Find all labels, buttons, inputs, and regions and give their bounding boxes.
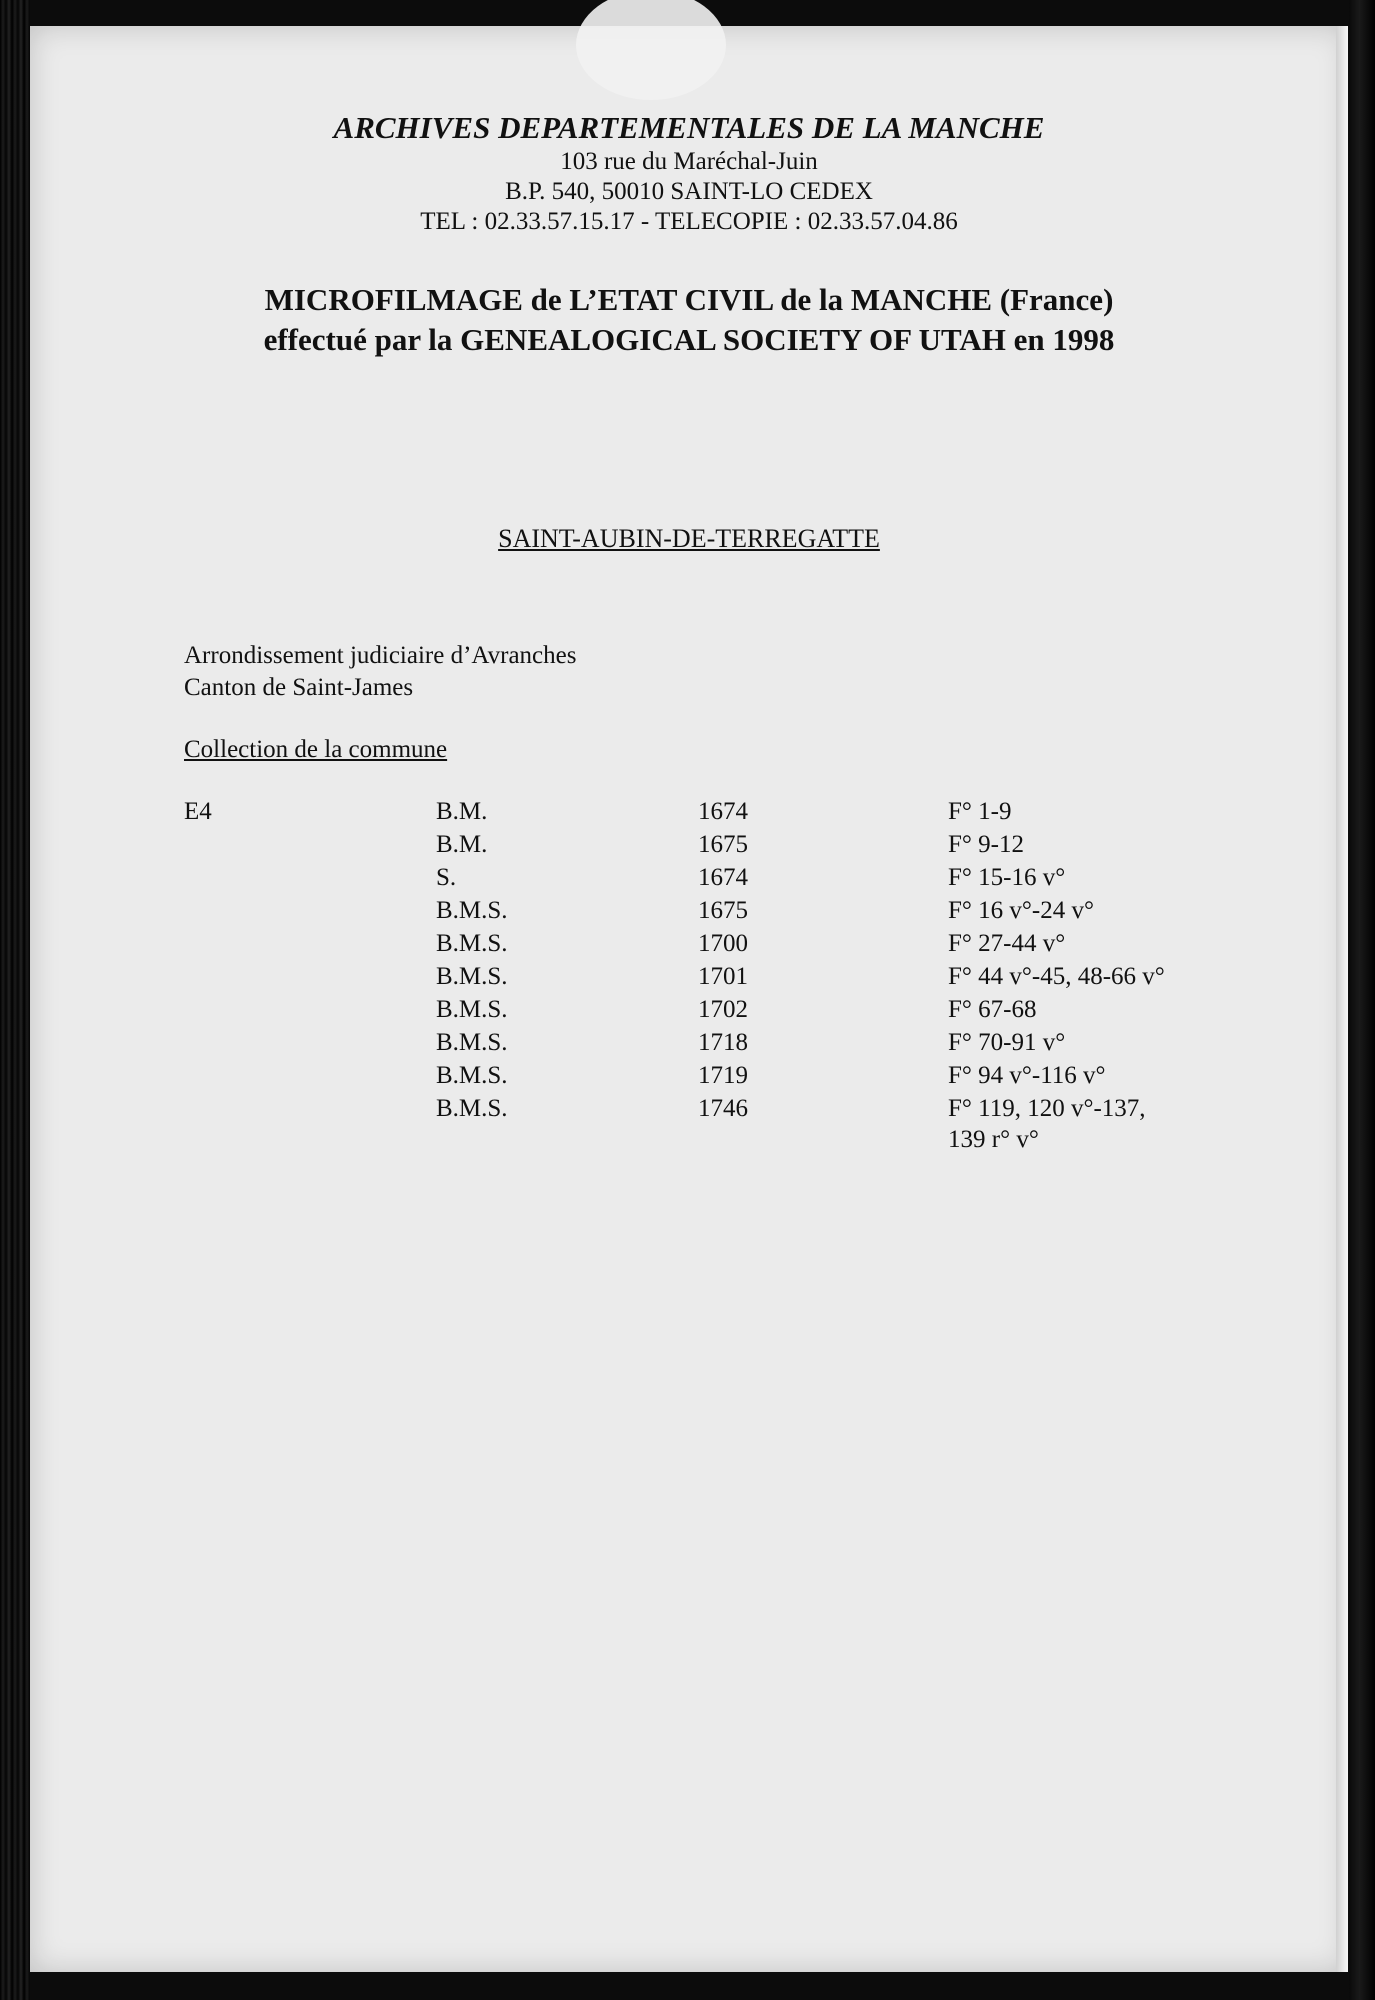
record-type: B.M.S. — [436, 996, 508, 1023]
record-row — [30, 930, 1348, 962]
record-folios: F° 1-9 — [948, 798, 1012, 825]
record-folios: F° 119, 120 v°-137, — [948, 1095, 1146, 1122]
commune-name: SAINT-AUBIN-DE-TERREGATTE — [498, 524, 880, 553]
record-type: B.M.S. — [436, 897, 508, 924]
record-folios: F° 16 v°-24 v° — [948, 897, 1094, 924]
record-row — [30, 963, 1348, 995]
record-year: 1718 — [698, 1029, 748, 1056]
record-type: B.M.S. — [436, 930, 508, 957]
canton: Canton de Saint-James — [184, 674, 414, 701]
record-folios: F° 9-12 — [948, 831, 1024, 858]
record-folios: F° 15-16 v° — [948, 864, 1066, 891]
document-page — [30, 26, 1348, 1972]
tel-line: TEL : 02.33.57.15.17 - TELECOPIE : 02.33.57.04.86 — [420, 208, 958, 235]
record-type: B.M.S. — [436, 1062, 508, 1089]
film-edge-right — [1349, 0, 1375, 2000]
record-year: 1675 — [698, 831, 748, 858]
record-row — [30, 798, 1348, 830]
microfilm-line-2: effectué par la GENEALOGICAL SOCIETY OF UTAH en 1998 — [263, 322, 1115, 357]
folder-tab — [576, 0, 726, 100]
arrondissement: Arrondissement judiciaire d’Avranches — [184, 642, 577, 669]
record-row — [30, 864, 1348, 896]
address-line-2: B.P. 540, 50010 SAINT-LO CEDEX — [505, 178, 873, 205]
film-edge-left — [0, 0, 30, 2000]
record-year: 1700 — [698, 930, 748, 957]
record-folios: F° 44 v°-45, 48-66 v° — [948, 963, 1165, 990]
record-row — [30, 1029, 1348, 1061]
record-row-continuation — [30, 1126, 1348, 1158]
microfilm-line-1: MICROFILMAGE de L’ETAT CIVIL de la MANCHE (France) — [264, 282, 1114, 317]
record-type: S. — [436, 864, 457, 891]
record-year: 1719 — [698, 1062, 748, 1089]
cote-label: E4 — [184, 798, 212, 825]
record-folios: F° 70-91 v° — [948, 1029, 1066, 1056]
record-type: B.M. — [436, 831, 488, 858]
record-folios-continuation: 139 r° v° — [948, 1126, 1039, 1153]
record-type: B.M. — [436, 798, 488, 825]
record-year: 1701 — [698, 963, 748, 990]
record-row — [30, 831, 1348, 863]
record-row — [30, 996, 1348, 1028]
archive-title: ARCHIVES DEPARTEMENTALES DE LA MANCHE — [333, 110, 1045, 145]
address-line-1: 103 rue du Maréchal-Juin — [560, 148, 818, 175]
record-type: B.M.S. — [436, 1029, 508, 1056]
record-year: 1702 — [698, 996, 748, 1023]
record-type: B.M.S. — [436, 963, 508, 990]
record-year: 1746 — [698, 1095, 748, 1122]
record-row — [30, 1062, 1348, 1094]
record-year: 1674 — [698, 798, 748, 825]
record-type: B.M.S. — [436, 1095, 508, 1122]
collection-heading: Collection de la commune — [184, 736, 448, 763]
record-folios: F° 67-68 — [948, 996, 1037, 1023]
record-row — [30, 897, 1348, 929]
record-folios: F° 27-44 v° — [948, 930, 1066, 957]
record-year: 1675 — [698, 897, 748, 924]
record-row — [30, 1095, 1348, 1127]
record-year: 1674 — [698, 864, 748, 891]
record-folios: F° 94 v°-116 v° — [948, 1062, 1106, 1089]
